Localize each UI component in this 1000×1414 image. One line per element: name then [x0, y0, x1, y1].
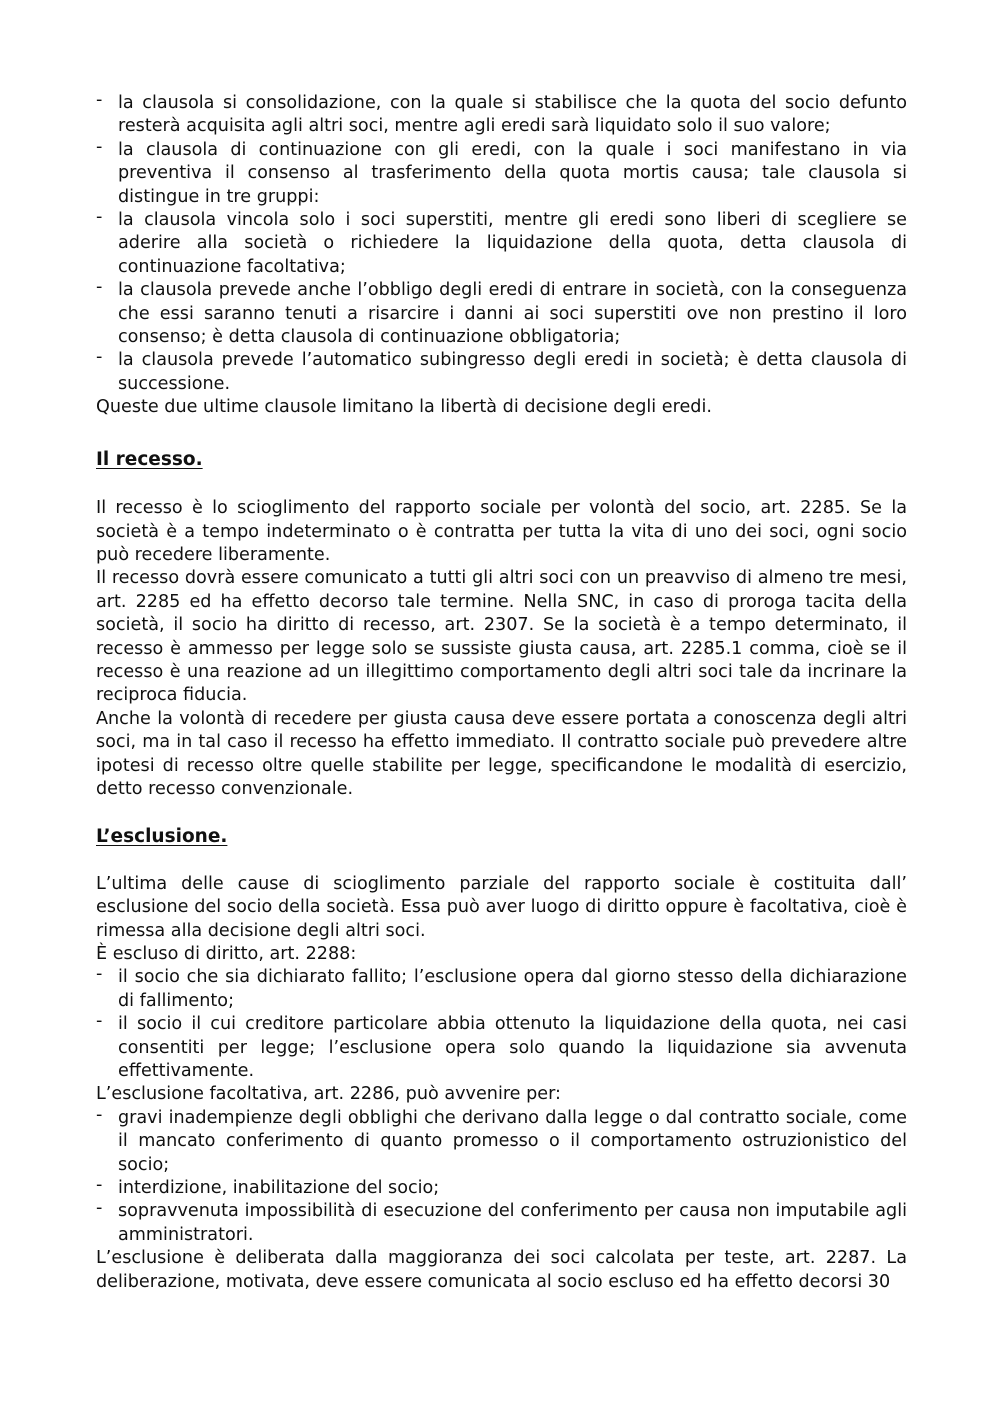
bullet-dash: - — [96, 277, 103, 298]
list-item — [96, 1104, 907, 1177]
bullet-dash: - — [96, 347, 103, 368]
recesso-paragraph: Il recesso dovrà essere comunicato a tutti gli altri soci con un preavviso di almeno tre mesi, art. 2285 ed ha effetto decorso tale termine. Nella SNC, in caso di proroga tacita della società, il socio ha diritto di recesso, art. 2307. Se la società è a tempo determinato, il recesso è ammesso per legge solo se sussiste giusta causa, art. 2285.1 comma, cioè se il recesso è una reazione ad un illegittimo comportamento degli altri soci tale da incrinare la reciproca fiducia. — [96, 568, 907, 706]
intro-closing-paragraph: Queste due ultime clausole limitano la libertà di decisione degli eredi. — [96, 397, 712, 418]
list-item-text: la clausola si consolidazione, con la quale si stabilisce che la quota del socio defunto resterà acquisita agli altri soci, mentre agli eredi sarà liquidato solo il suo valore; — [118, 93, 907, 137]
list-item — [96, 136, 907, 209]
bullet-dash: - — [96, 1198, 103, 1219]
bullet-dash: - — [96, 964, 103, 985]
esclusione-intro-paragraph: L’ultima delle cause di scioglimento parziale del rapporto sociale è costituita dall’ esclusione del socio della società. Essa può aver luogo di diritto oppure è facoltativa, cioè è rimessa alla decisione degli altri soci. — [96, 873, 907, 941]
bullet-dash: - — [96, 207, 103, 228]
esclusione-diritto-list — [96, 966, 907, 1083]
list-item — [96, 1200, 907, 1247]
section-heading-recesso: Il recesso. — [96, 448, 203, 470]
list-item-text: gravi inadempienze degli obblighi che derivano dalla legge o dal contratto sociale, come il mancato conferimento di quanto promesso o il comportamento ostruzionistico del socio; — [118, 1107, 907, 1175]
clause-list — [96, 92, 907, 396]
list-item-text: la clausola di continuazione con gli eredi, con la quale i soci manifestano in via preventiva il consenso al trasferimento della quota mortis causa; tale clausola si distingue in tre gruppi: — [118, 139, 907, 207]
bullet-dash: - — [96, 136, 103, 157]
list-item — [96, 92, 907, 139]
recesso-paragraph: Anche la volontà di recedere per giusta causa deve essere portata a conoscenza degli altri soci, ma in tal caso il recesso ha effetto immediato. Il contratto sociale può prevedere altre ipotesi di recesso oltre quelle stabilite per legge, specificandone le modalità di esercizio, detto recesso convenzionale. — [96, 708, 907, 799]
list-item — [96, 279, 907, 349]
list-item-text: la clausola vincola solo i soci superstiti, mentre gli eredi sono liberi di scegliere se aderire alla società o richiedere la liquidazione della quota, detta clausola di continuazione facoltativa; — [118, 210, 907, 277]
bullet-dash: - — [96, 90, 103, 110]
document-page — [96, 92, 907, 1294]
esclusione-facoltativa-label: L’esclusione facoltativa, art. 2286, può avvenire per: — [96, 1084, 561, 1105]
bullet-dash: - — [96, 1104, 103, 1125]
list-item-text: il socio che sia dichiarato fallito; l’esclusione opera dal giorno stesso della dichiarazione di fallimento; — [118, 967, 907, 1011]
list-item — [96, 349, 907, 396]
recesso-paragraph: Il recesso è lo scioglimento del rapporto sociale per volontà del socio, art. 2285. Se la società è a tempo indeterminato o è contratta per tutta la vita di uno dei soci, ogni socio può recedere liberamente. — [96, 498, 907, 565]
bullet-dash: - — [96, 1175, 103, 1196]
esclusione-facoltativa-list — [96, 1104, 907, 1247]
list-item-text: sopravvenuta impossibilità di esecuzione del conferimento per causa non imputabile agli amministratori. — [118, 1201, 907, 1245]
list-item-text: la clausola prevede anche l’obbligo degli eredi di entrare in società, con la conseguenza che essi saranno tenuti a risarcire i danni ai soci superstiti ove non prestino il loro consenso; è detta clausola di continuazione obbligatoria; — [118, 280, 907, 348]
list-item — [96, 209, 907, 279]
section-heading-esclusione: L’esclusione. — [96, 826, 228, 848]
list-item-text: interdizione, inabilitazione del socio; — [118, 1178, 440, 1199]
list-item — [96, 1177, 907, 1200]
list-item — [96, 1013, 907, 1083]
list-item — [96, 966, 907, 1013]
esclusione-diritto-label: È escluso di diritto, art. 2288: — [96, 944, 357, 964]
list-item-text: il socio il cui creditore particolare abbia ottenuto la liquidazione della quota, nei casi consentiti per legge; l’esclusione opera solo quando la liquidazione sia avvenuta effettivamente. — [118, 1014, 907, 1082]
list-item-text: la clausola prevede l’automatico subingresso degli eredi in società; è detta clausola di successione. — [118, 350, 907, 394]
esclusione-closing-paragraph: L’esclusione è deliberata dalla maggioranza dei soci calcolata per teste, art. 2287. La deliberazione, motivata, deve essere comunicata al socio escluso ed ha effetto decorsi 30 — [96, 1248, 907, 1292]
bullet-dash: - — [96, 1011, 103, 1032]
